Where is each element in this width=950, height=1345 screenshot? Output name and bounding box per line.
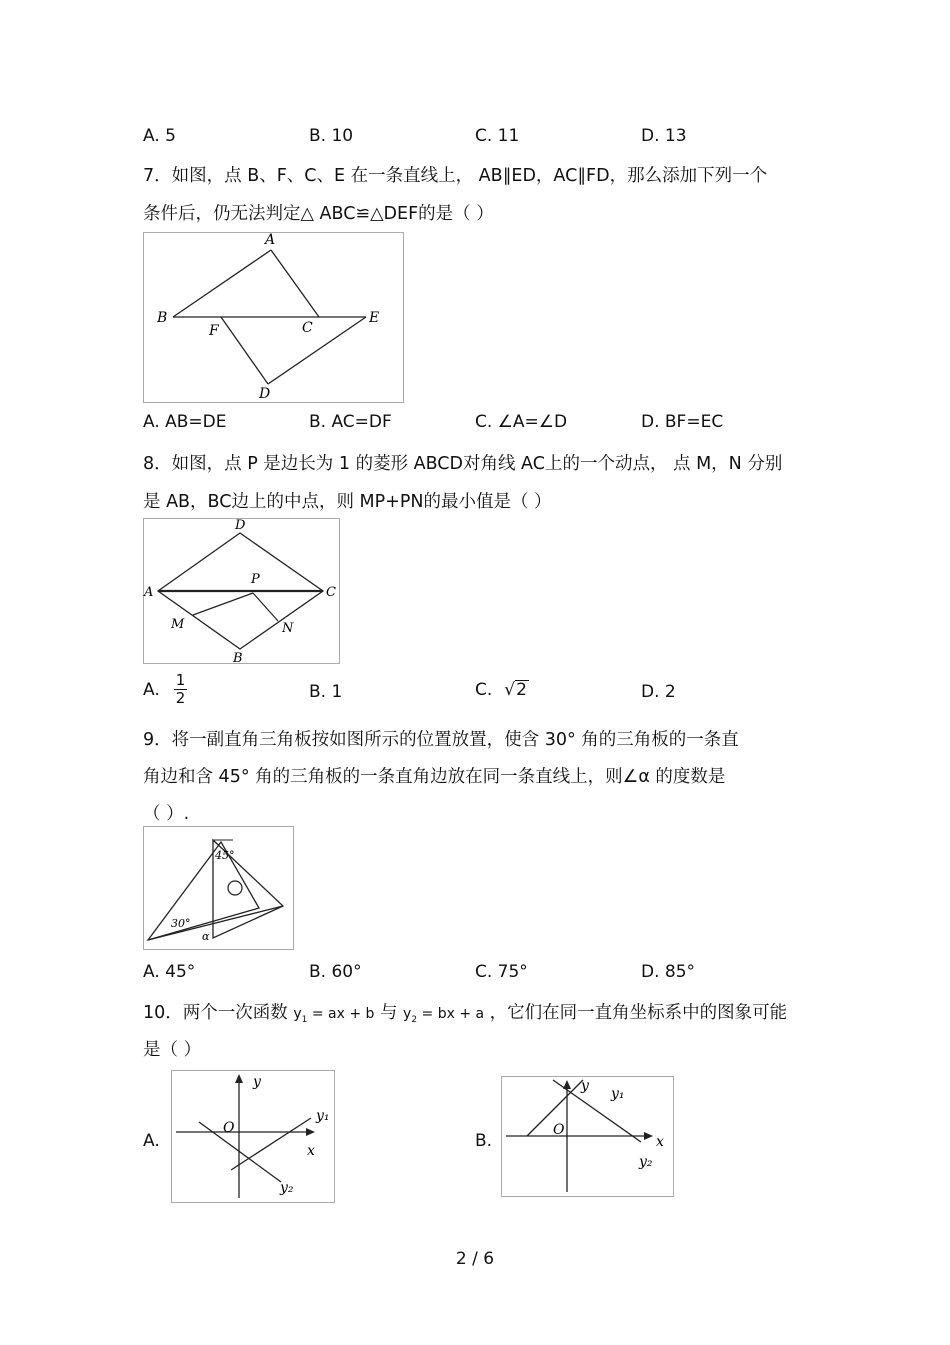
q8-text-line1: 8．如图，点 P 是边长为 1 的菱形 ABCD对角线 AC上的一个动点， 点 M，N 分别 bbox=[143, 454, 783, 474]
q9-figure bbox=[143, 826, 294, 950]
q10-b-label-y: y bbox=[581, 1078, 589, 1094]
q9-text-line1: 9．将一副直角三角板按如图所示的位置放置，使含 30° 角的三角板的一条直 bbox=[143, 730, 739, 750]
q7-option-c: C. ∠A=∠D bbox=[475, 412, 568, 432]
q10-a-line-y1 bbox=[231, 1118, 311, 1170]
q10-function-2 bbox=[403, 1006, 485, 1025]
q6-option-b: B. 10 bbox=[309, 126, 354, 146]
q10-f1-sub: 1 bbox=[301, 1014, 308, 1025]
q9-text-line3: （ ）. bbox=[143, 804, 190, 824]
q10-f1-rest: = ax + b bbox=[307, 1006, 375, 1022]
q10-b-x-arrow-icon bbox=[644, 1132, 653, 1140]
q10-a-y-arrow-icon bbox=[235, 1074, 243, 1083]
q10-b-label-o: O bbox=[553, 1122, 565, 1138]
q9-label-45: 45° bbox=[215, 849, 235, 862]
q7-line-fd bbox=[221, 317, 268, 384]
q10-a-x-arrow-icon bbox=[306, 1128, 315, 1136]
q8-sqrt-radicand: 2 bbox=[516, 680, 527, 701]
q10-option-b-label: B. bbox=[475, 1131, 493, 1151]
q10-text-prefix: 10．两个一次函数 bbox=[143, 1003, 294, 1023]
q10-f1-base: y bbox=[293, 1006, 302, 1022]
sqrt-sign-icon: √ bbox=[504, 680, 516, 700]
q10-b-line-y2 bbox=[553, 1080, 641, 1142]
q8-label-a: A bbox=[144, 585, 154, 600]
q8-option-a-fraction bbox=[174, 672, 188, 708]
q10-a-label-y1: y₁ bbox=[316, 1108, 330, 1124]
q8-option-d: D. 2 bbox=[641, 682, 676, 702]
q7-label-d: D bbox=[259, 386, 271, 402]
q9-option-d: D. 85° bbox=[641, 962, 696, 982]
q8-sqrt bbox=[504, 680, 529, 700]
q9-triangle-30 bbox=[148, 842, 259, 940]
q9-text-line2: 角边和含 45° 角的三角板的一条直角边放在同一条直线上，则∠α 的度数是 bbox=[143, 767, 726, 787]
q9-option-a: A. 45° bbox=[143, 962, 196, 982]
q7-label-b: B bbox=[157, 310, 168, 326]
q8-label-m: M bbox=[171, 617, 185, 632]
q10-text-suffix: ，它们在同一直角坐标系中的图象可能 bbox=[484, 1003, 788, 1023]
q6-option-a: A. 5 bbox=[143, 126, 176, 146]
q7-line-de bbox=[268, 317, 366, 384]
q10-a-label-y: y bbox=[253, 1074, 261, 1090]
q7-text-line2: 条件后，仍无法判定△ ABC≌△DEF的是（ ） bbox=[143, 204, 494, 224]
q8-fraction-denominator: 2 bbox=[175, 689, 186, 708]
q9-triangle-hole bbox=[228, 881, 242, 895]
q10-figure-a bbox=[171, 1070, 335, 1203]
q9-option-b: B. 60° bbox=[309, 962, 362, 982]
q6-option-d: D. 13 bbox=[641, 126, 687, 146]
q9-label-30: 30° bbox=[171, 917, 191, 930]
q7-label-f: F bbox=[209, 323, 219, 339]
q10-b-label-y2: y₂ bbox=[639, 1154, 653, 1170]
q10-a-label-y2: y₂ bbox=[280, 1180, 294, 1196]
q10-option-a-label: A. bbox=[143, 1131, 160, 1151]
q10-b-label-x: x bbox=[656, 1134, 664, 1150]
q8-option-c bbox=[475, 680, 529, 700]
q7-line-ac bbox=[271, 250, 319, 317]
q7-label-a: A bbox=[265, 232, 276, 248]
q7-label-c: C bbox=[302, 320, 313, 336]
q8-option-c-label: C. bbox=[475, 680, 493, 700]
q8-segment-mp bbox=[193, 593, 253, 615]
q8-segment-pn bbox=[253, 593, 278, 621]
q8-label-n: N bbox=[282, 621, 294, 636]
q10-figure-a-border bbox=[172, 1071, 335, 1203]
q10-function-1 bbox=[293, 1006, 375, 1025]
q8-label-b: B bbox=[233, 651, 243, 664]
q7-option-a: A. AB=DE bbox=[143, 412, 227, 432]
q10-f2-rest: = bx + a bbox=[417, 1006, 485, 1022]
q8-label-c: C bbox=[326, 585, 336, 600]
q10-b-label-y1: y₁ bbox=[611, 1086, 625, 1102]
q10-f2-base: y bbox=[403, 1006, 412, 1022]
q6-option-c: C. 11 bbox=[475, 126, 520, 146]
q10-figure-b bbox=[501, 1076, 674, 1197]
q8-option-b: B. 1 bbox=[309, 682, 343, 702]
q7-label-e: E bbox=[369, 310, 380, 326]
q8-fraction-numerator: 1 bbox=[175, 671, 186, 689]
q7-line-ab bbox=[173, 250, 271, 317]
q10-a-line-y2 bbox=[199, 1122, 281, 1182]
q8-option-a bbox=[143, 672, 187, 708]
q9-option-c: C. 75° bbox=[475, 962, 528, 982]
q8-option-a-label: A. bbox=[143, 679, 160, 700]
q7-option-d: D. BF=EC bbox=[641, 412, 724, 432]
q8-figure bbox=[143, 518, 340, 664]
page-number: 2 / 6 bbox=[455, 1249, 495, 1269]
q7-option-b: B. AC=DF bbox=[309, 412, 392, 432]
q10-f2-sub: 2 bbox=[411, 1014, 418, 1025]
q10-text-line2: 是（ ） bbox=[143, 1040, 202, 1060]
q9-baseline bbox=[148, 906, 283, 940]
q7-figure bbox=[143, 232, 404, 403]
q9-label-alpha: α bbox=[202, 930, 210, 943]
q8-label-p: P bbox=[251, 572, 260, 587]
q10-text-line1 bbox=[143, 999, 787, 1025]
q10-a-label-o: O bbox=[223, 1120, 235, 1136]
q10-text-mid: 与 bbox=[374, 1003, 404, 1023]
q7-text-line1: 7．如图，点 B、F、C、E 在一条直线上， AB∥ED，AC∥FD，那么添加下列一个 bbox=[143, 166, 768, 186]
q10-a-label-x: x bbox=[307, 1143, 315, 1159]
q8-label-d: D bbox=[235, 518, 246, 533]
q8-text-line2: 是 AB，BC边上的中点，则 MP+PN的最小值是（ ） bbox=[143, 492, 552, 512]
